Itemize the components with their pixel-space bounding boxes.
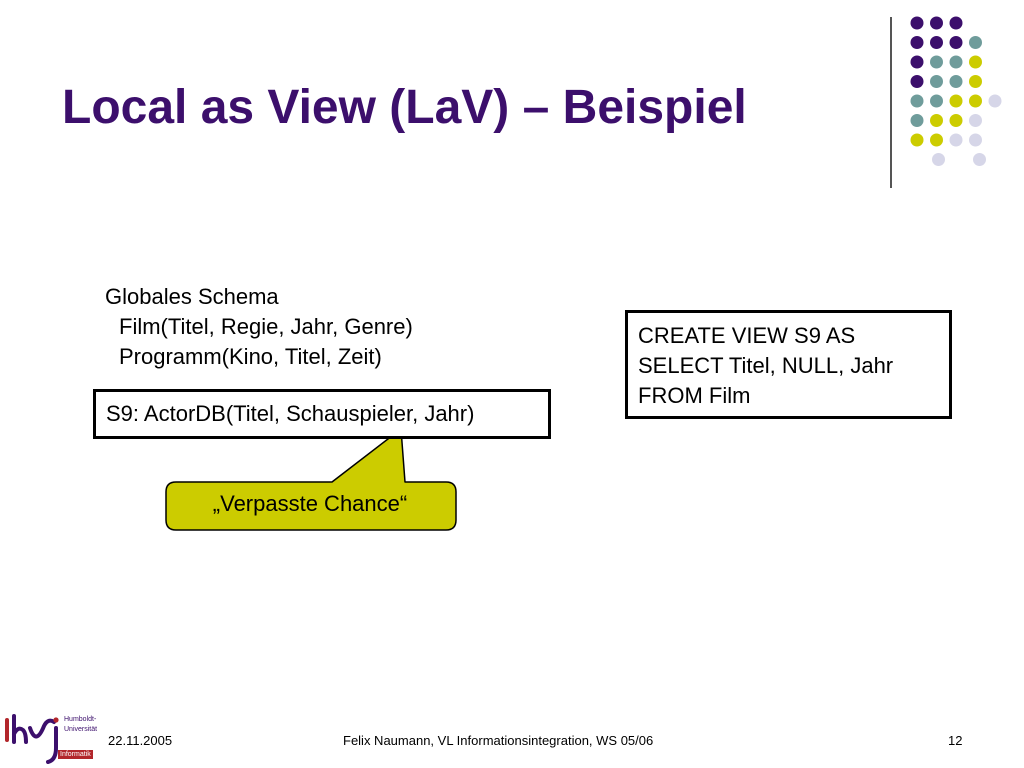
decorative-dot — [950, 134, 963, 147]
decorative-dot — [950, 95, 963, 108]
decorative-dot — [950, 56, 963, 69]
decorative-dot — [911, 134, 924, 147]
decorative-dot — [989, 95, 1002, 108]
decorative-dot — [950, 75, 963, 88]
decorative-dot — [969, 114, 982, 127]
decorative-dot — [950, 17, 963, 30]
footer-date: 22.11.2005 — [108, 733, 173, 748]
source-definition-box — [93, 389, 551, 439]
decorative-dot — [911, 95, 924, 108]
slide-title: Local as View (LaV) – Beispiel — [62, 81, 747, 134]
decorative-dot — [930, 17, 943, 30]
sql-line-select: SELECT Titel, NULL, Jahr — [638, 353, 894, 378]
decorative-dot — [911, 75, 924, 88]
decorative-dot — [950, 36, 963, 49]
global-schema — [105, 282, 413, 372]
sql-view-box — [625, 310, 952, 419]
decorative-dot — [969, 134, 982, 147]
sql-line-create: CREATE VIEW S9 AS — [638, 323, 856, 348]
footer-page-number: 12 — [948, 733, 963, 748]
decorative-dot — [973, 153, 986, 166]
decorative-dot — [911, 56, 924, 69]
global-schema-heading: Globales Schema — [105, 284, 279, 309]
decorative-dot — [930, 36, 943, 49]
decorative-dot-grid-icon — [903, 10, 1013, 170]
decorative-dot — [911, 114, 924, 127]
decorative-dot — [969, 95, 982, 108]
decorative-dot — [950, 114, 963, 127]
logo-line-1: Humboldt- — [64, 716, 97, 723]
decorative-dot — [930, 114, 943, 127]
schema-relation-programm: Programm(Kino, Titel, Zeit) — [119, 344, 382, 369]
callout-text: „Verpasste Chance“ — [212, 491, 408, 516]
sql-line-from: FROM Film — [638, 383, 751, 408]
humboldt-informatik-logo-icon — [4, 712, 98, 764]
decorative-dot — [930, 56, 943, 69]
decorative-dot — [969, 56, 982, 69]
footer-author-course: Felix Naumann, VL Informationsintegration, WS 05/06 — [343, 733, 654, 748]
decorative-dot — [930, 95, 943, 108]
decorative-dot — [911, 17, 924, 30]
schema-relation-film: Film(Titel, Regie, Jahr, Genre) — [119, 314, 413, 339]
logo-badge: Informatik — [60, 751, 91, 758]
decorative-dot — [932, 153, 945, 166]
decorative-dot — [911, 36, 924, 49]
logo-line-2: Universität — [64, 726, 98, 733]
decorative-dot — [930, 75, 943, 88]
decorative-dot — [969, 36, 982, 49]
decorative-dot — [930, 134, 943, 147]
source-definition-text: S9: ActorDB(Titel, Schauspieler, Jahr) — [106, 401, 475, 426]
title-divider-line — [890, 17, 892, 188]
decorative-dot — [969, 75, 982, 88]
